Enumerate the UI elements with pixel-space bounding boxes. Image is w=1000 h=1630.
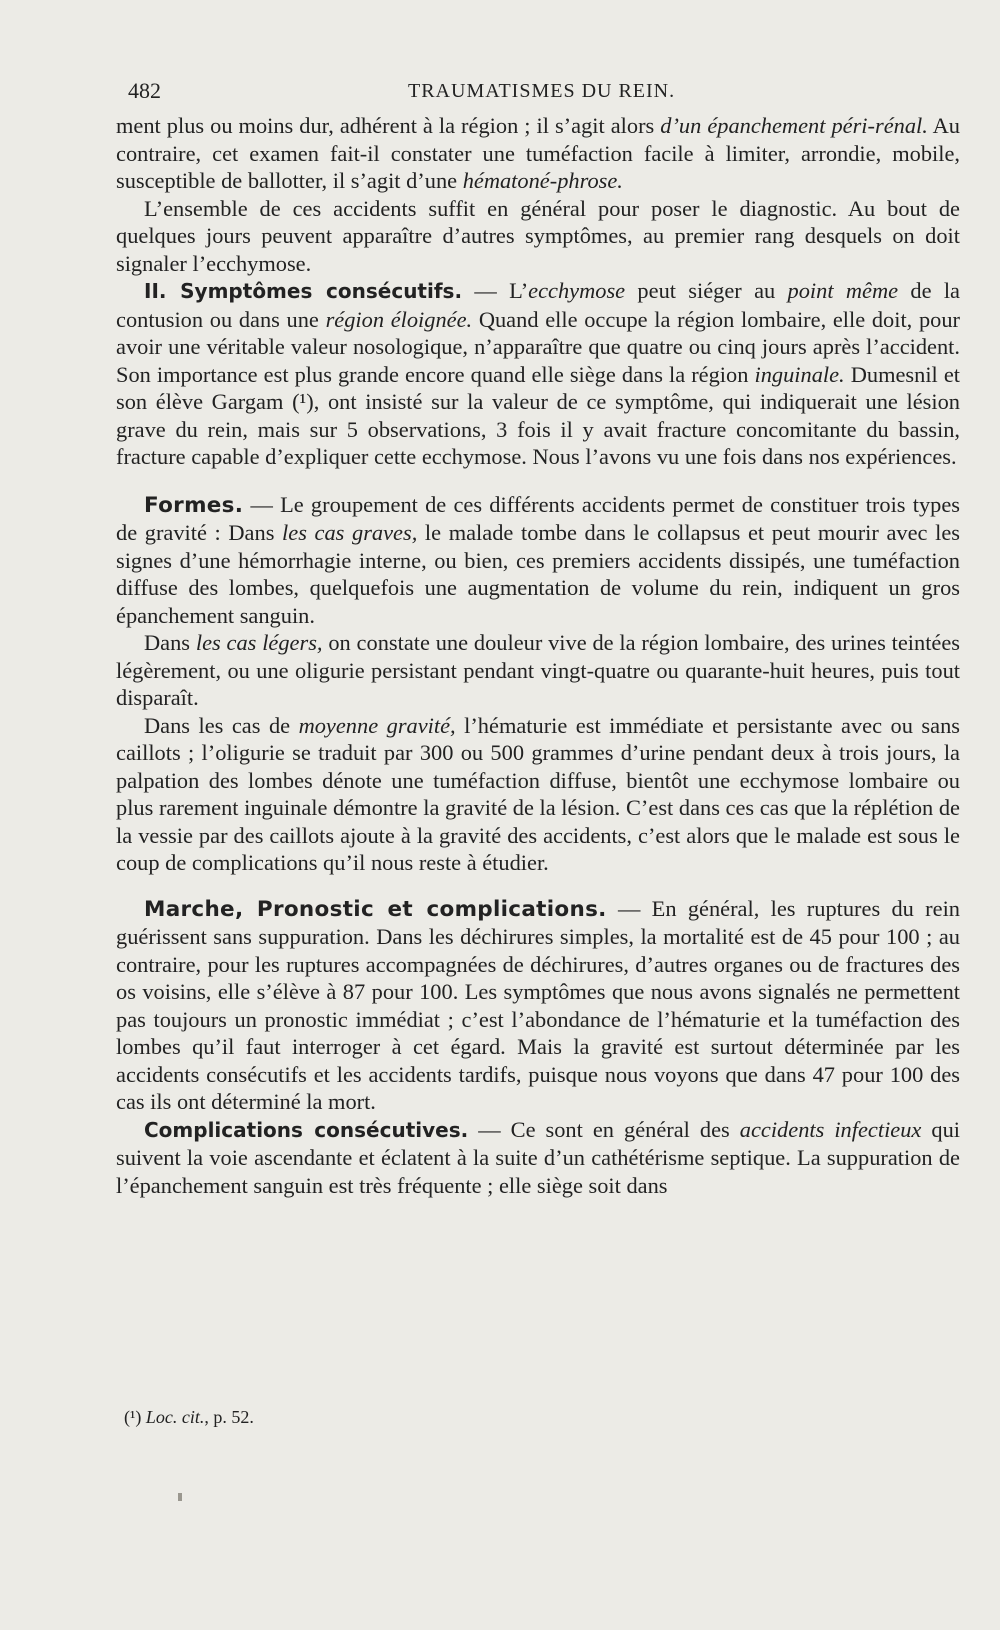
text-run: le malade tombe dans le collapsus et peut mourir avec les signes d’une hémorrhagie interne, ou bien, ces premiers accidents dissipés, une tuméfaction diffuse des lombes, quelquefois une augmentation de volume du rein, indiquent un gros épanchement sanguin. [116,520,960,628]
italic-run: accidents infectieux [739,1116,922,1142]
paragraph-2 [116,195,960,278]
italic-run: les cas légers, [195,630,323,655]
section-heading: Marche, Pronostic et complications. [144,896,607,922]
text-run: Dans [144,630,196,655]
section-heading: II. Symptômes consécutifs. [144,279,463,303]
text-run: ment plus ou moins dur, adhérent à la région ; il s’agit alors [116,113,661,138]
body-text [116,112,960,1199]
page-mark [178,1493,182,1501]
italic-run: d’un épanchement péri-rénal. [660,113,928,138]
text-run: — Ce sont en général des [468,1116,740,1142]
text-run: qui suivent la voie ascendante et éclatent à la suite d’un cathétérisme septique. La suppuration de l’épanchement sanguin est très fréquente ; elle siège soit dans [116,1116,960,1198]
text-run: — Le groupement de ces différents accidents permet de constituer trois types de gravité : Dans [116,491,960,545]
text-run: Au contraire, cet examen fait-il constater une tuméfaction facile à limiter, arrondie, mobile, susceptible de ballotter, il s’agit d’une [116,113,960,193]
italic-run: point même [787,278,899,303]
section-heading: Formes. [144,492,244,518]
paragraph-6 [116,712,960,877]
italic-run: ecchymose [528,278,626,303]
footnote-mark: (¹) [124,1407,142,1427]
text-run: de la contusion ou dans une [116,278,960,332]
text-run: Dans les cas de [144,712,299,738]
italic-run: région éloignée. [325,306,473,332]
text-run: — L’ [462,278,529,303]
footnote-ref: Loc. cit. [145,1407,205,1427]
footnote [124,1407,254,1428]
paragraph-7 [116,895,960,1116]
page-number: 482 [128,78,161,103]
italic-run: hématoné-phrose. [462,168,623,193]
paragraph-3 [116,277,960,471]
text-run: — En général, les ruptures du rein guérissent sans suppuration. Dans les déchirures simples, la mortalité est de 45 pour 100 ; au contraire, pour les ruptures accompagnées de déchirures, d’autres organes ou de fractures des os voisins, elle s’élève à 87 pour 100. Les symptômes que nous avons signalés ne permettent pas toujours un pronostic immédiat ; c’est l’abondance de l’hématurie et la tuméfaction des lombes qu’il faut interroger à cet égard. Mais la gravité est surtout déterminée par les accidents consécutifs et les accidents tardifs, puisque nous voyons que dans 47 pour 100 des cas ils ont déterminé la mort. [116,895,960,1114]
paragraph-8 [116,1116,960,1200]
running-title: TRAUMATISMES DU REIN. [408,80,676,102]
text-run: on constate une douleur vive de la région lombaire, des urines teintées légèrement, ou une oligurie persistant pendant vingt-quatre ou quarante-huit heures, puis tout disparaît. [116,630,961,710]
italic-run: inguinale. [754,361,845,387]
text-run: l’hématurie est immédiate et persistante avec ou sans caillots ; l’oligurie se traduit par 300 ou 500 grammes d’urine pendant deux à trois jours, la palpation des lombes dénote une tuméfaction diffuse, bientôt une ecchymose lombaire ou plus rarement inguinale démontre la gravité de la lésion. C’est dans ces cas que la réplétion de la vessie par des caillots ajoute à la gravité des accidents, c’est alors que le malade est sous le coup de complications qu’il nous reste à étudier. [116,712,960,875]
page-header [128,78,922,108]
italic-run: les cas graves, [282,520,418,545]
footnote-page: , p. 52. [204,1407,254,1427]
paragraph-1 [116,112,960,195]
text-run: Quand elle occupe la région lombaire, elle doit, pour avoir une véritable valeur nosologique, n’apparaître que quatre ou cinq jours après l’accident. Son importance est plus grande encore quand elle siège dans la région [116,306,960,387]
italic-run: moyenne gravité, [298,712,456,738]
text-run: peut siéger au [625,278,788,303]
section-heading: Complications consécutives. [144,1117,469,1142]
text-run: Dumesnil et son élève Gargam (¹), ont insisté sur la valeur de ce symptôme, qui indiquerait une lésion grave du rein, mais sur 5 observations, 3 fois il y avait fracture concomitante du bassin, fracture capable d’expliquer cette ecchymose. Nous l’avons vu une fois dans nos expériences. [116,361,960,469]
paragraph-4 [116,491,960,630]
text-run: L’ensemble de ces accidents suffit en général pour poser le diagnostic. Au bout de quelques jours peuvent apparaître d’autres symptômes, au premier rang desquels on doit signaler l’ecchymose. [116,195,960,276]
paragraph-5 [116,629,960,712]
